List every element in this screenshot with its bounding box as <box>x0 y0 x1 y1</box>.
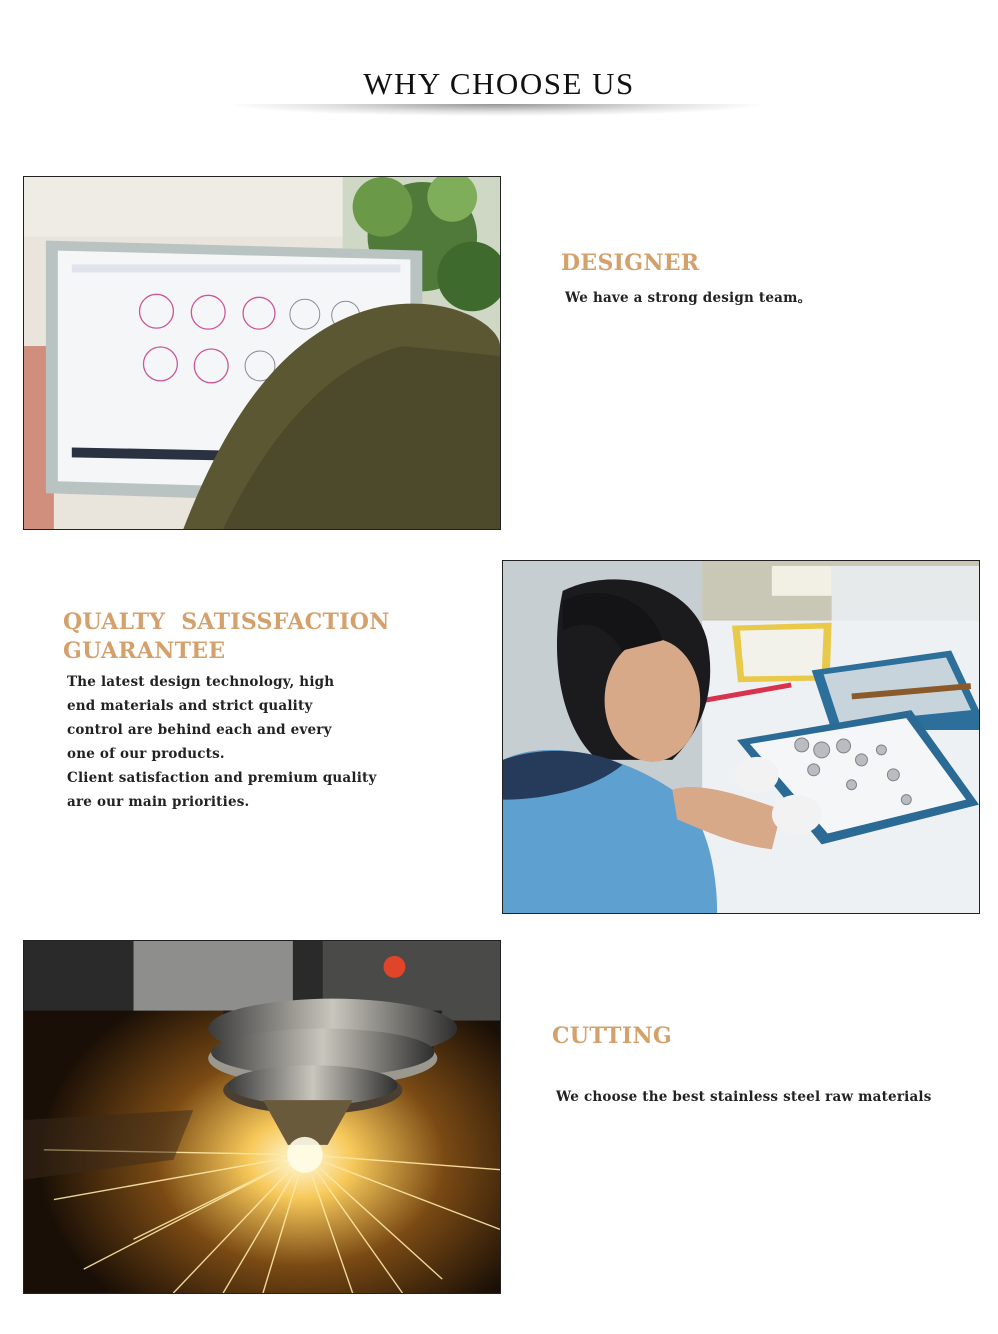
cutting-text-line: We choose the best stainless steel raw materials <box>556 1089 932 1105</box>
quality-text-line: end materials and strict quality <box>67 698 313 714</box>
quality-text-line: control are behind each and every <box>67 722 332 738</box>
quality-heading-line-2: GUARANTEE <box>63 638 226 664</box>
cutting-heading: CUTTING <box>552 1023 672 1049</box>
quality-text-line: Client satisfaction and premium quality <box>67 770 377 786</box>
cutting-text <box>556 1085 932 1109</box>
quality-heading-line-1: QUALTY SATISSFACTION <box>63 609 390 635</box>
designer-photo <box>23 176 501 530</box>
page-title: WHY CHOOSE US <box>363 66 635 101</box>
laser-cutting-photo <box>23 940 501 1294</box>
title-shadow-divider <box>232 104 762 116</box>
designer-text <box>565 286 811 310</box>
quality-text-line: are our main priorities. <box>67 794 250 810</box>
quality-text-line: The latest design technology, high <box>67 674 335 690</box>
quality-inspection-photo <box>502 560 980 914</box>
quality-text-line: one of our products. <box>67 746 225 762</box>
designer-text-line: We have a strong design team。 <box>565 290 812 306</box>
quality-text <box>67 670 377 814</box>
designer-heading: DESIGNER <box>561 250 700 276</box>
quality-heading <box>63 608 390 666</box>
